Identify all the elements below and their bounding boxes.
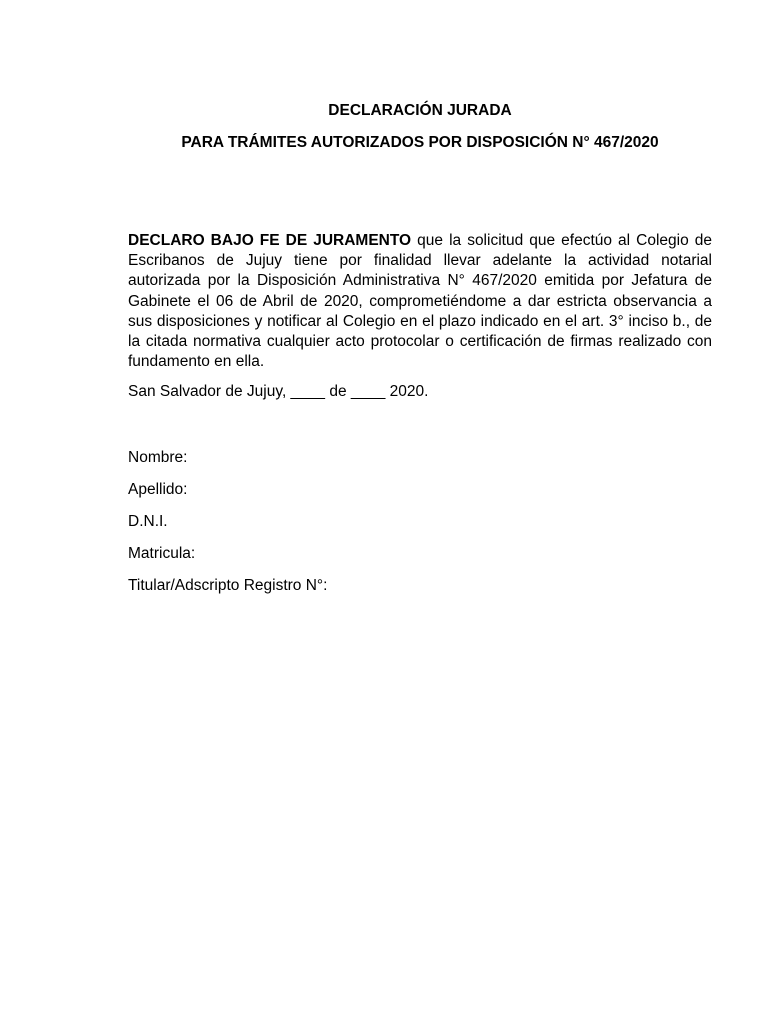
declaration-body: que la solicitud que efectúo al Colegio de Escribanos de Jujuy tiene por finalidad llevar adelante la actividad notarial autorizada por la Disposición Administrativa N° 467/2020 emitida por Jefatura de Gabinete el 06 de Abril de 2020, comprometiéndome a dar estricta observancia a sus disposiciones y notificar al Colegio en el plazo indicado en el art. 3° inciso b., de la citada normativa cualquier acto protocolar o certificación de firmas realizado con fundamento en ella. [128,232,712,371]
document-subtitle: PARA TRÁMITES AUTORIZADOS POR DISPOSICIÓN N° 467/2020 [181,134,659,151]
field-registro-label: Titular/Adscripto Registro N°: [128,577,328,594]
document-title: DECLARACIÓN JURADA [328,102,512,119]
field-dni-label: D.N.I. [128,513,168,530]
declaration-paragraph [128,231,712,372]
field-nombre-label: Nombre: [128,449,188,466]
place-date-line: San Salvador de Jujuy, ____ de ____ 2020. [128,383,429,400]
declaration-bold-lead: DECLARO BAJO FE DE JURAMENTO [128,232,412,249]
field-apellido-label: Apellido: [128,481,188,498]
field-matricula-label: Matricula: [128,545,196,562]
